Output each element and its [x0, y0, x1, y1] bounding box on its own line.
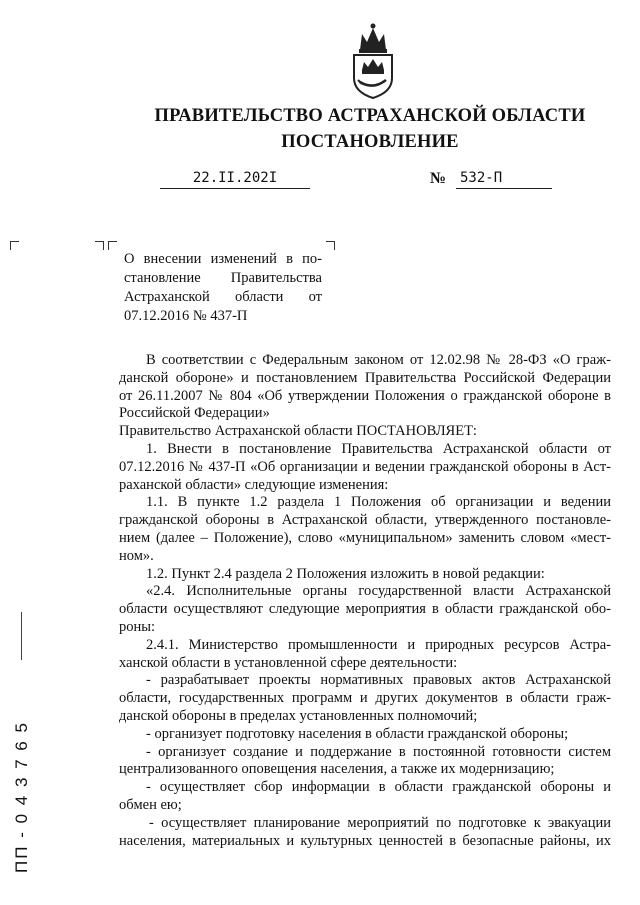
body-line: Российской Федерации»: [119, 405, 270, 422]
body-line: 1.2. Пункт 2.4 раздела 2 Положения изложить в новой редакции:: [146, 565, 545, 582]
body-line: от 26.11.2007 № 804 «Об утверждении Положения о гражданской обороне в: [119, 387, 611, 404]
body-line: - осуществляет планирование мероприятий по подготовке к эвакуации: [149, 814, 611, 831]
body-line: данской обороне» и постановлением Правительства Российской Федерации: [119, 369, 611, 386]
body-line: централизованного оповещения населения, а также их модернизацию;: [119, 761, 555, 778]
body-line: - осуществляет сбор информации в области гражданской обороны и: [146, 779, 611, 796]
government-title: ПРАВИТЕЛЬСТВО АСТРАХАНСКОЙ ОБЛАСТИ: [154, 106, 586, 126]
document-date: 22.II.202I: [160, 170, 310, 189]
body-line: данской обороны в пределах установленных полномочий;: [119, 707, 478, 724]
body-line: раханской области» следующие изменения:: [119, 476, 389, 493]
corner-mark: [95, 241, 104, 250]
subject-line: 07.12.2016 № 437-П: [124, 308, 248, 324]
corner-mark: [108, 241, 117, 250]
body-line: ханской области в установленной сфере деятельности:: [119, 654, 458, 671]
body-line: нием (далее – Положение), слово «муниципальном» заменить словом «мест-: [119, 529, 611, 546]
body-line: обмен ею;: [119, 796, 182, 813]
form-serial-number: [6, 722, 38, 872]
body-line: 2.4.1. Министерство промышленности и природных ресурсов Астра-: [146, 636, 611, 653]
body-line: - разрабатывает проекты нормативных правовых актов Астраханской: [146, 672, 611, 689]
subject-line: О внесении изменений в по-: [124, 251, 322, 267]
corner-mark: [10, 241, 19, 250]
subject-line: становление Правительства: [124, 270, 322, 286]
body-line: роны:: [119, 618, 156, 635]
body-line: В соответствии с Федеральным законом от 12.02.98 № 28-ФЗ «О граж-: [146, 352, 611, 368]
document-body: [119, 352, 611, 850]
body-line: 1.1. В пункте 1.2 раздела 1 Положения об организации и ведении: [146, 494, 611, 511]
body-line: населения, материальных и культурных ценностей в безопасные районы, их: [119, 832, 611, 849]
document-type-title: ПОСТАНОВЛЕНИЕ: [281, 132, 459, 152]
document-number: 532-П: [456, 170, 552, 189]
number-sign: №: [430, 170, 447, 187]
body-line: - организует подготовку населения в области гражданской обороны;: [146, 725, 569, 742]
corner-mark: [326, 241, 335, 250]
document-subject: [124, 250, 322, 326]
subject-line: Астраханской области от: [124, 289, 322, 305]
form-serial-text: ПП - 0 4 3 7 6 5: [12, 721, 31, 873]
body-line: области, государственных программ и других документов в области граж-: [119, 690, 611, 707]
body-line: 07.12.2016 № 437-П «Об организации и ведении гражданской обороны в Аст-: [119, 458, 611, 475]
body-line: Правительство Астраханской области ПОСТАНОВЛЯЕТ:: [119, 423, 477, 440]
body-line: области осуществляют следующие мероприятия в области гражданской обо-: [119, 601, 611, 618]
astrakhan-coat-of-arms-icon: [340, 20, 406, 100]
body-line: «2.4. Исполнительные органы государственной власти Астраханской: [146, 583, 611, 600]
body-line: ном».: [119, 547, 154, 564]
body-line: - организует создание и поддержание в постоянной готовности систем: [146, 743, 611, 760]
body-line: гражданской обороны в Астраханской области, утвержденного постановле-: [119, 512, 611, 529]
body-line: 1. Внести в постановление Правительства Астраханской области от: [146, 440, 611, 457]
margin-line: [21, 612, 22, 660]
